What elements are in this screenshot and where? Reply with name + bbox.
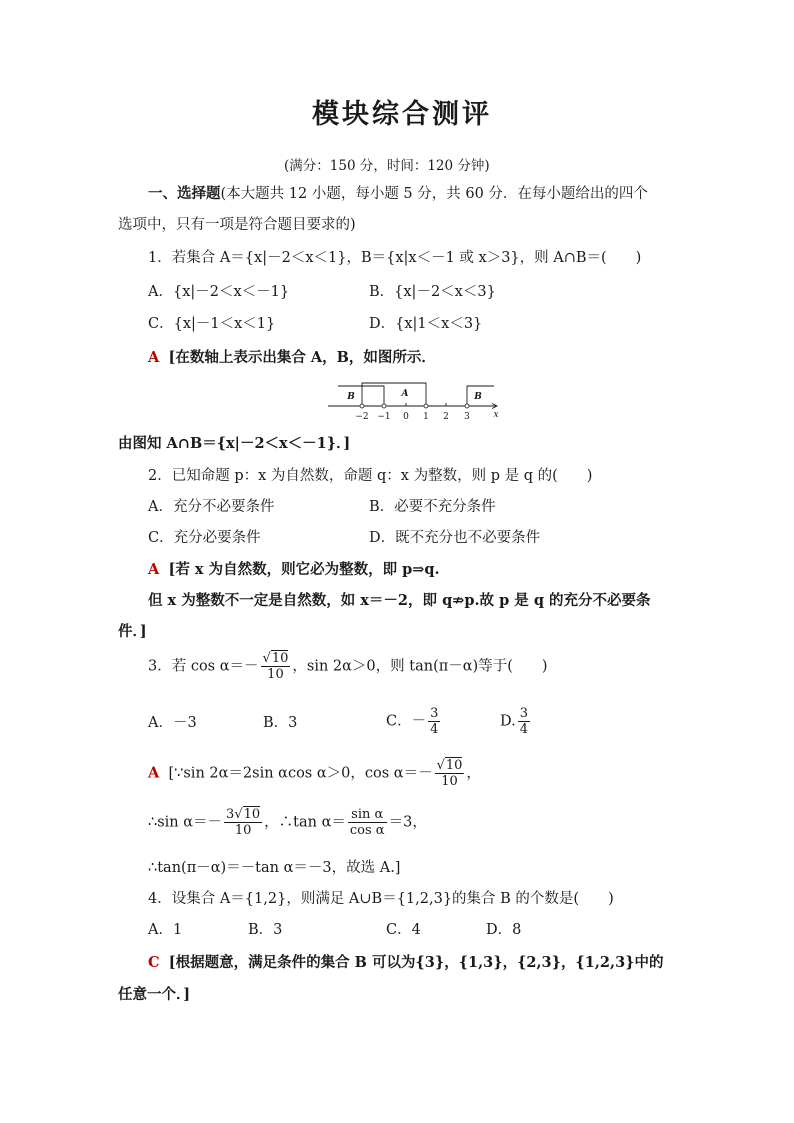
- page-title: 模块综合测评: [312, 99, 492, 130]
- q4-option-c: C．4: [386, 922, 421, 938]
- q3-option-a: A．－3: [148, 715, 197, 731]
- q2-answer: A: [148, 561, 160, 578]
- q1-solution-1: A [在数轴上表示出集合 A，B，如图所示．: [148, 349, 436, 366]
- q2-option-c: C．充分必要条件: [148, 530, 261, 546]
- q1-option-d: D．{x|1＜x＜3}: [369, 316, 483, 332]
- q2-option-b: B．必要不充分条件: [369, 499, 496, 515]
- section-desc-2: 选项中，只有一项是符合题目要求的): [118, 217, 356, 233]
- q1-option-a: A．{x|－2＜x＜－1}: [148, 284, 290, 300]
- q1-stem: 1．若集合 A＝{x|－2＜x＜1}，B＝{x|x＜－1 或 x＞3}，则 A∩B＝( ): [148, 250, 642, 266]
- q2-option-d: D．既不充分也不必要条件: [369, 530, 541, 546]
- q3-option-b: B．3: [263, 715, 298, 731]
- set-b-left-bracket: [338, 386, 384, 406]
- q3-solution-1: A [∵sin 2α＝2sin αcos α＞0，cos α＝－ $\frac{√10}{10}$ ，: [148, 758, 481, 789]
- q3-solution-3: ∴tan(π－α)＝－tan α＝－3，故选 A.]: [148, 860, 401, 876]
- q3-option-c: C．－ $\frac{3}{4}$: [386, 706, 439, 737]
- axis-x-label: x: [493, 410, 499, 420]
- q4-option-a: A．1: [148, 922, 183, 938]
- fraction-sqrt10-over-10: $\frac{√10}{10}$: [262, 651, 289, 682]
- q4-solution-1: C [根据题意，满足条件的集合 B 可以为{3}，{1,3}，{2,3}，{1,2,3}中的: [148, 954, 664, 971]
- q2-solution-1: A [若 x 为自然数，则它必为整数，即 p⇒q.: [148, 561, 440, 578]
- q1-option-c: C．{x|－1＜x＜1}: [148, 316, 276, 332]
- q1-solution-2: 由图知 A∩B＝{x|－2＜x＜－1}．]: [118, 435, 351, 452]
- section-heading: 一、选择题: [148, 185, 221, 202]
- q2-stem: 2．已知命题 p：x 为自然数，命题 q：x 为整数，则 p 是 q 的( ): [148, 468, 593, 484]
- q1-answer: A: [148, 349, 160, 366]
- q3-option-d: D. $\frac{3}{4}$: [500, 706, 528, 737]
- tick-1: 1: [423, 412, 429, 422]
- tick-minus-2: −2: [355, 412, 369, 422]
- q4-option-b: B．3: [248, 922, 283, 938]
- q4-solution-2: 任意一个．]: [118, 986, 191, 1003]
- section-desc-1: (本大题共 12 小题，每小题 5 分，共 60 分．在每小题给出的四个: [220, 186, 648, 202]
- tick-0: 0: [403, 412, 409, 422]
- q3-solution-2: ∴sin α＝－ $\frac{3√10}{10}$ ，∴tan α＝ $\frac{\text{sin α}}{\text{cos α}}$ ＝3，: [148, 807, 427, 838]
- tick-3: 3: [464, 412, 470, 422]
- set-a-bracket: [362, 383, 426, 406]
- section-intro: [148, 184, 648, 204]
- q2-option-a: A．充分不必要条件: [148, 499, 275, 515]
- q2-solution-3: 件．]: [118, 623, 147, 640]
- q4-answer: C: [148, 954, 160, 971]
- q3-stem: 3．若 cos α＝－ $\frac{√10}{10}$ ，sin 2α＞0，则 tan(π－α)等于( ): [148, 651, 548, 682]
- q4-option-d: D．8: [486, 922, 522, 938]
- q2-solution-2: 但 x 为整数不一定是自然数，如 x＝－2，即 q⇏p.故 p 是 q 的充分不必要条: [148, 592, 651, 609]
- tick-minus-1: −1: [377, 412, 391, 422]
- q3-answer: A: [148, 764, 160, 782]
- page-subtitle: (满分：150 分，时间：120 分钟): [284, 158, 490, 174]
- q4-stem: 4．设集合 A＝{1,2}，则满足 A∪B＝{1,2,3}的集合 B 的个数是( ): [148, 891, 614, 907]
- q1-option-b: B．{x|－2＜x＜3}: [369, 284, 496, 300]
- tick-2: 2: [443, 412, 449, 422]
- number-line-figure: [322, 378, 504, 424]
- label-b-right: B: [474, 392, 482, 402]
- label-b-left: B: [347, 392, 355, 402]
- label-a: A: [401, 389, 409, 399]
